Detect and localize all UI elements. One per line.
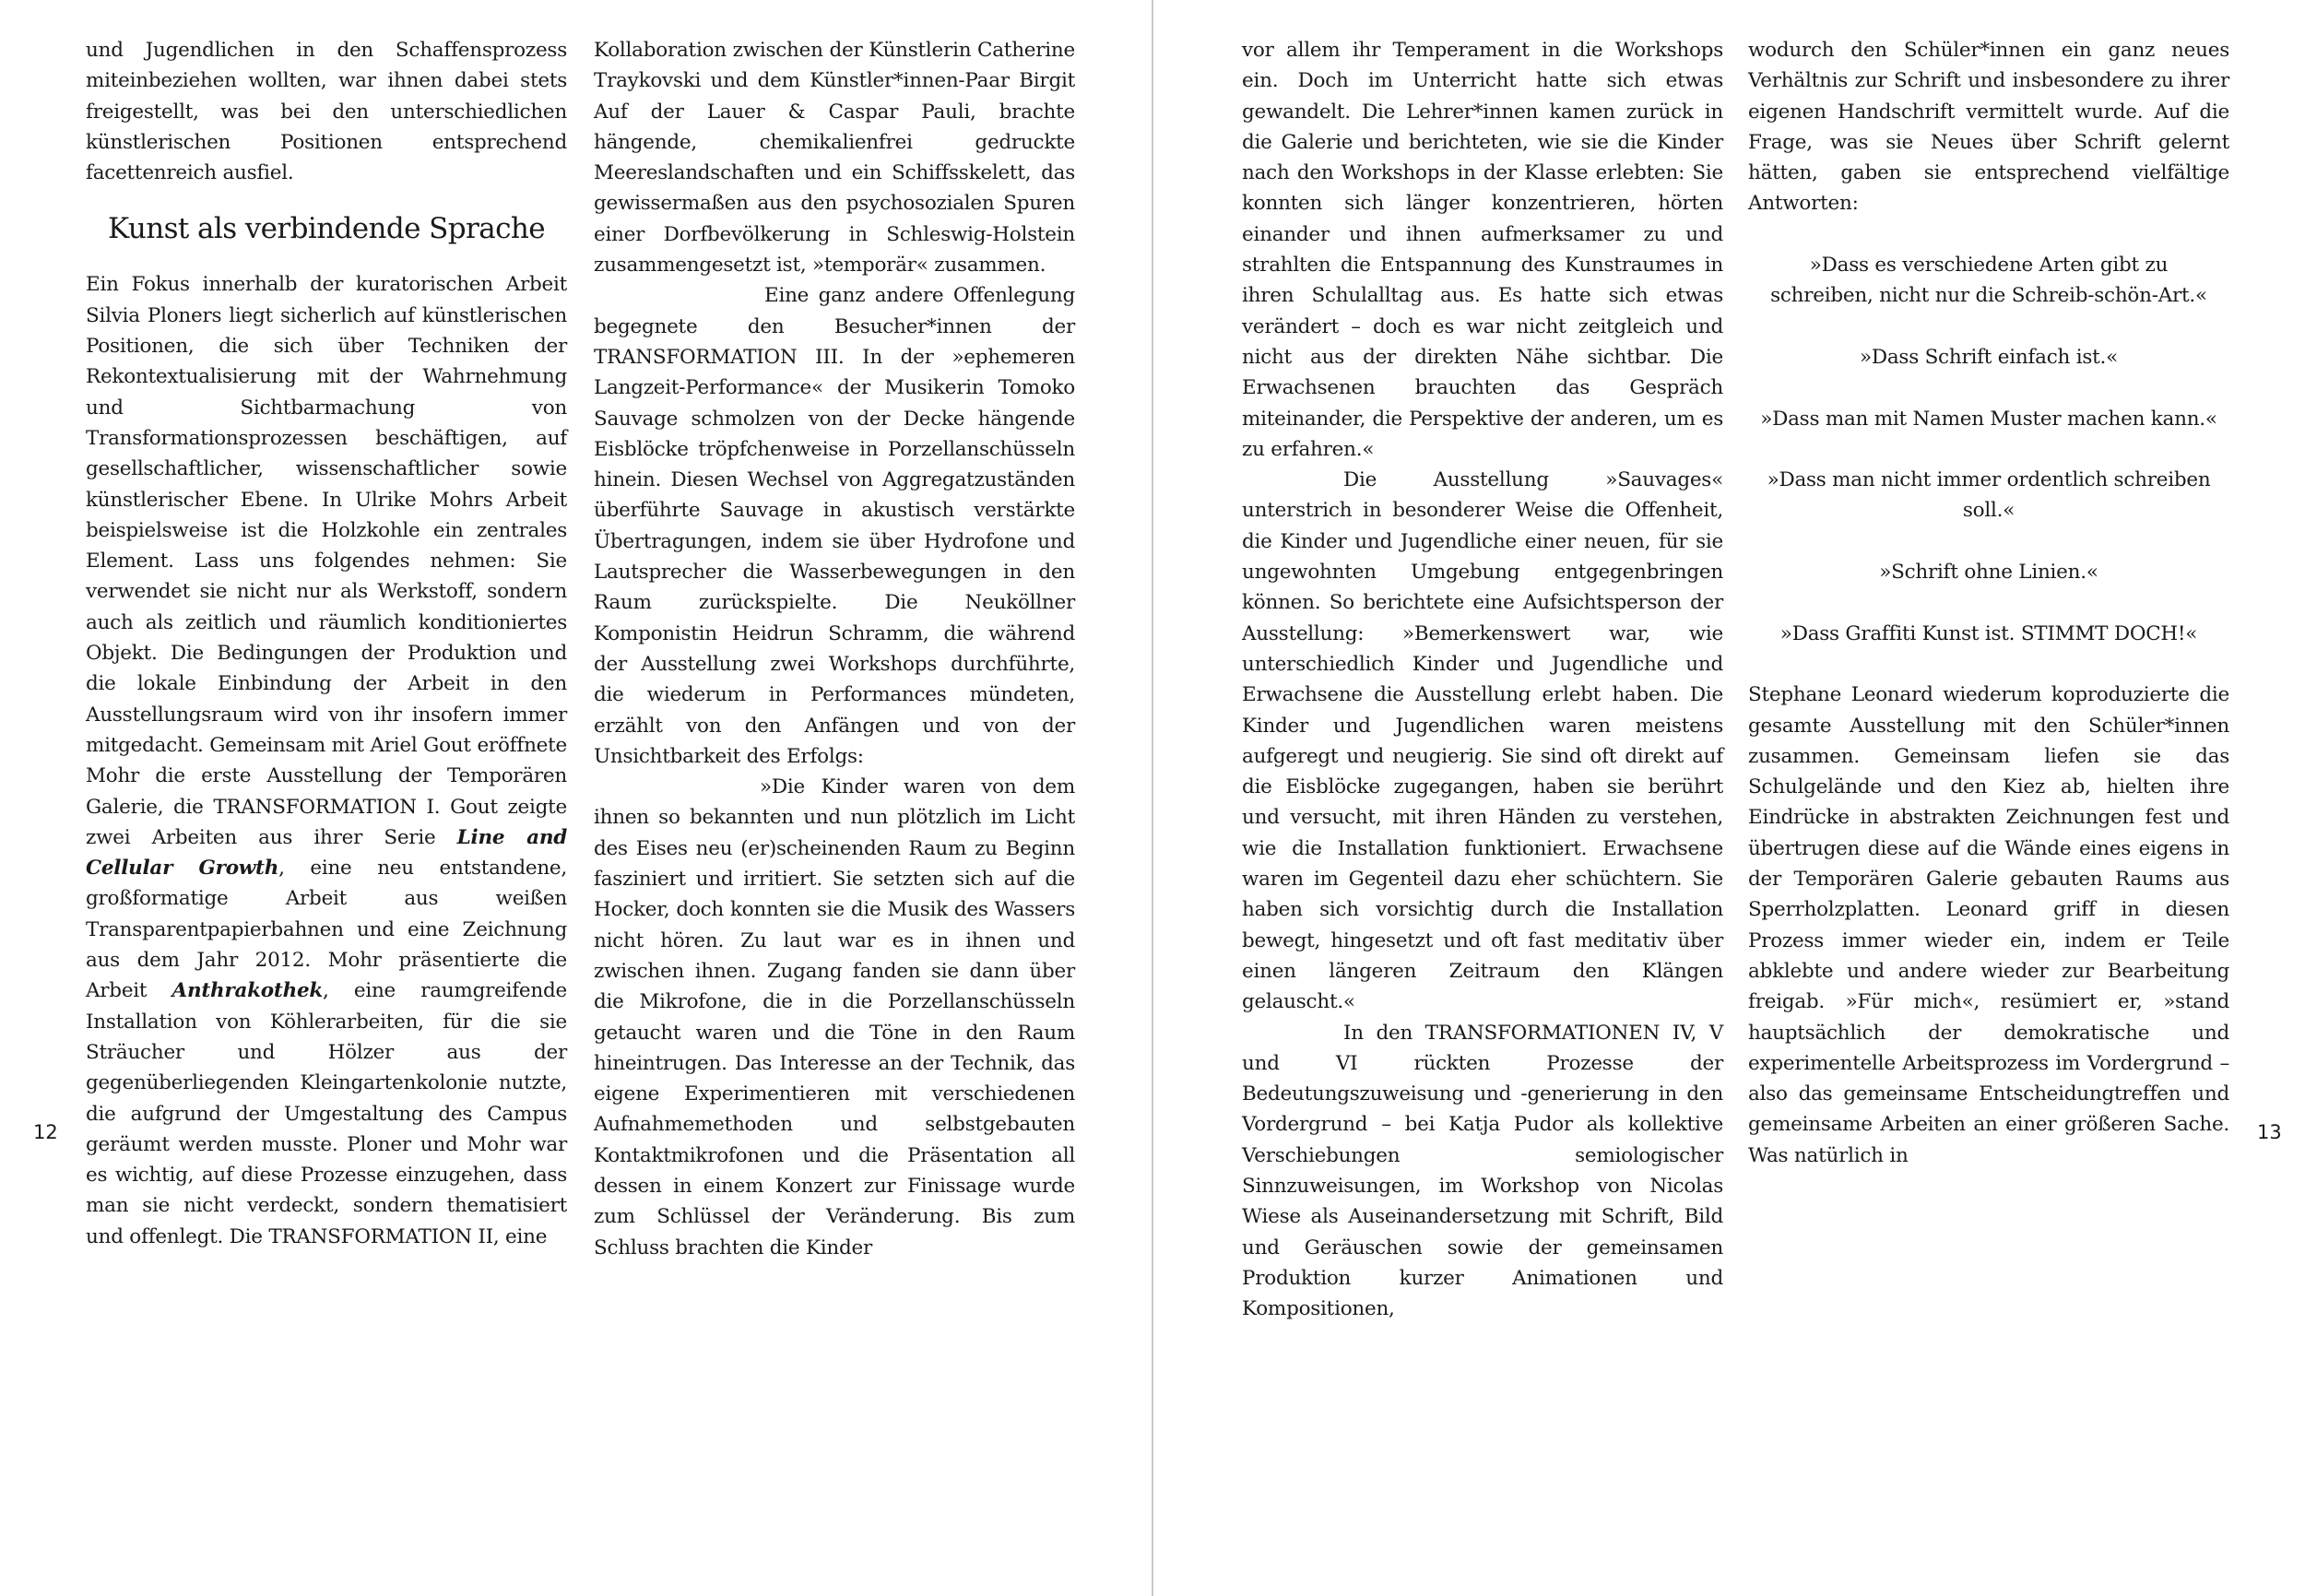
answer-quote: »Dass man nicht immer ordentlich schreiben soll.« [1767,468,2211,523]
page-number-left: 12 [33,1121,58,1143]
text-run: , eine raumgreifende Installation von Köhlerarbeiten, für die sie Sträucher und Hölzer aus der gegenüberliegenden Kleingartenkolonie nutzte, die aufgrund der Umgestaltung des Campus geräumt werden musste. Ploner und Mohr war es wichtig, auf diese Prozesse einzugehen, dass man sie nicht verdeckt, sondern thematisiert und offenlegt. Die TRANSFORMATION II, eine [86,979,567,1248]
right-page-column-1 [1242,35,1723,1324]
right-page-column-2 [1748,35,2229,1171]
paragraph: Stephane Leonard wiederum koproduzierte die gesamte Ausstellung mit den Schüler*innen zusammen. Gemeinsam liefen sie das Schulgelände und den Kiez ab, hielten ihre Eindrücke in abstrakten Zeichnungen fest und übertrugen diese auf die Wände eines eigens in der Temporären Galerie gebauten Raums aus Sperrholzplatten. Leonard griff in diesen Prozess immer wieder ein, indem er Teile abklebte und andere wieder zur Bearbeitung freigab. »Für mich«, resümiert er, »stand hauptsächlich der demokratische und experimentelle Arbeitsprozess im Vordergrund – also das gemeinsame Entscheidungtreffen und gemeinsame Arbeiten an einer größeren Sache. Was natürlich in [1748,683,2229,1167]
answer-quote: »Dass Graffiti Kunst ist. STIMMT DOCH!« [1779,621,2198,645]
paragraph: vor allem ihr Temperament in die Workshops ein. Doch im Unterricht hatte sich etwas gewandelt. Die Lehrer*innen kamen zurück in die Galerie und berichteten, wie sie die Kinder nach den Workshops in der Klasse erlebten: Sie konnten sich länger konzentrieren, hörten einander und ihnen aufmerksamer zu und strahlten die Entspannung des Kunstraumes in ihren Schulalltag aus. Es hatte sich etwas verändert – doch es war nicht zeitgleich und nicht aus der direkten Nähe sichtbar. Die Erwachsenen brauchten das Gespräch miteinander, die Perspektive der anderen, um es zu erfahren.« [1242,39,1723,461]
answer-quote: »Dass Schrift einfach ist.« [1859,345,2119,369]
section-heading: Kunst als verbindende Sprache [107,212,546,246]
paragraph [86,269,567,1252]
left-page-column-1 [86,35,567,1252]
paragraph: Kollaboration zwischen der Künstlerin Catherine Traykovski und dem Künstler*innen-Paar Birgit Auf der Lauer & Caspar Pauli, brachte hängende, chemikalienfrei gedruckte Meereslandschaften und ein Schiffsskelett, das gewissermaßen aus den psychosozialen Spuren einer Dorfbevölkerung in Schleswig-Holstein zusammengesetzt ist, »temporär« zusammen. [594,39,1075,278]
paragraph: wodurch den Schüler*innen ein ganz neues Verhältnis zur Schrift und insbesondere zu ihrer eigenen Handschrift vermittelt wurde. Auf die Frage, was sie Neues über Schrift gelernt hätten, gaben sie entsprechend vielfältige Antworten: [1748,39,2229,216]
answer-quote: »Dass man mit Namen Muster machen kann.« [1760,407,2217,431]
quote-paragraph: »Die Kinder waren von dem ihnen so bekannten und nun plötzlich im Licht des Eises neu (er)scheinenden Raum zu Beginn fasziniert und irritiert. Sie setzten sich auf die Hocker, doch konnten sie die Musik des Wassers nicht hören. Zu laut war es in ihnen und zwischen ihnen. Zugang fanden sie dann über die Mikrofone, die in die Porzellanschüsseln getaucht waren und die Töne in den Raum hineintrugen. Das Interesse an der Technik, das eigene Experimentieren mit verschiedenen Aufnahmemethoden und selbstgebauten Kontaktmikrofonen und die Präsentation all dessen in einem Konzert zur Finissage wurde zum Schlüssel der Veränderung. Bis zum Schluss brachten die Kinder [594,775,1075,1259]
page-gutter-divider [1152,0,1153,1596]
left-page-column-2 [594,35,1075,1263]
paragraph: Die Ausstellung »Sauvages« unterstrich in besonderer Weise die Offenheit, die Kinder und Jugendliche einer neuen, für sie ungewohnten Umgebung entgegenbringen können. So berichtete eine Aufsichtsperson der Ausstellung: »Bemerkenswert war, wie unterschiedlich Kinder und Jugendliche und Erwachsene die Ausstellung erlebt haben. Die Kinder und Jugendlichen waren meistens aufgeregt und neugierig. Sie sind oft direkt auf die Eisblöcke zugegangen, haben sie berührt und versucht, mit ihren Händen zu verstehen, wie die Installation funktioniert. Erwachsene waren im Gegenteil dazu eher schüchtern. Sie haben sich vorsichtig durch die Installation bewegt, hingesetzt und oft fast meditativ über einen längeren Zeitraum den Klängen gelauscht.« [1242,468,1723,1014]
paragraph: In den TRANSFORMATIONEN IV, V und VI rückten Prozesse der Bedeutungszuweisung und -generierung in den Vordergrund – bei Katja Pudor als kollektive Verschiebungen semiologischer Sinnzuweisungen, im Workshop von Nicolas Wiese als Auseinandersetzung mit Schrift, Bild und Geräuschen sowie der gemeinsamen Produktion kurzer Animationen und Kompositionen, [1242,1021,1723,1321]
page-number-right: 13 [2257,1121,2282,1143]
text-run: , eine neu entstandene, großformatige Arbeit aus weißen Transparentpapierbahnen und eine Zeichnung aus dem Jahr 2012. Mohr präsentierte die Arbeit [86,857,567,1003]
text-run: Ein Fokus innerhalb der kuratorischen Arbeit Silvia Ploners liegt sicherlich auf künstlerischen Positionen, die sich über Techniken der Rekontextualisierung mit der Wahrnehmung und Sichtbarmachung von Transformationsprozessen beschäftigen, auf gesellschaftlicher, wissenschaftlicher sowie künstlerischer Ebene. In Ulrike Mohrs Arbeit beispielsweise ist die Holzkohle ein zentrales Element. Lass uns folgendes nehmen: Sie verwendet sie nicht nur als Werkstoff, sondern auch als zeitlich und räumlich konditioniertes Objekt. Die Bedingungen der Produktion und die lokale Einbindung der Arbeit in den Ausstellungsraum wird von ihr insofern immer mitgedacht. Gemeinsam mit Ariel Gout eröffnete Mohr die erste Ausstellung der Temporären Galerie, die TRANSFORMATION I. Gout zeigte zwei Arbeiten aus ihrer Serie [86,273,567,849]
paragraph: und Jugendlichen in den Schaffensprozess miteinbeziehen wollten, war ihnen dabei stets freigestellt, was bei den unterschiedlichen künstlerischen Positionen entsprechend facettenreich ausfiel. [86,39,567,185]
paragraph: Eine ganz andere Offenlegung begegnete den Besucher*innen der TRANSFORMATION III. In der »ephemeren Langzeit-Performance« der Musikerin Tomoko Sauvage schmolzen von der Decke hängende Eisblöcke tröpfchenweise in Porzellanschüsseln hinein. Diesen Wechsel von Aggregatzuständen überführte Sauvage in akustisch verstärkte Übertragungen, indem sie über Hydrofone und Lautsprecher die Wasserbewegungen in den Raum zurückspielte. Die Neuköllner Komponistin Heidrun Schramm, die während der Ausstellung zwei Workshops durchführte, die wiederum in Performances mündeten, erzählt von den Anfängen und von der Unsichtbarkeit des Erfolgs: [594,284,1075,768]
answer-quote: »Dass es verschiedene Arten gibt zu schreiben, nicht nur die Schreib-schön-Art.« [1770,254,2207,308]
answer-quote: »Schrift ohne Linien.« [1879,561,2098,585]
artwork-title: Line and Cellular Growth [86,825,567,881]
artwork-title: Anthrakothek [171,979,324,1003]
